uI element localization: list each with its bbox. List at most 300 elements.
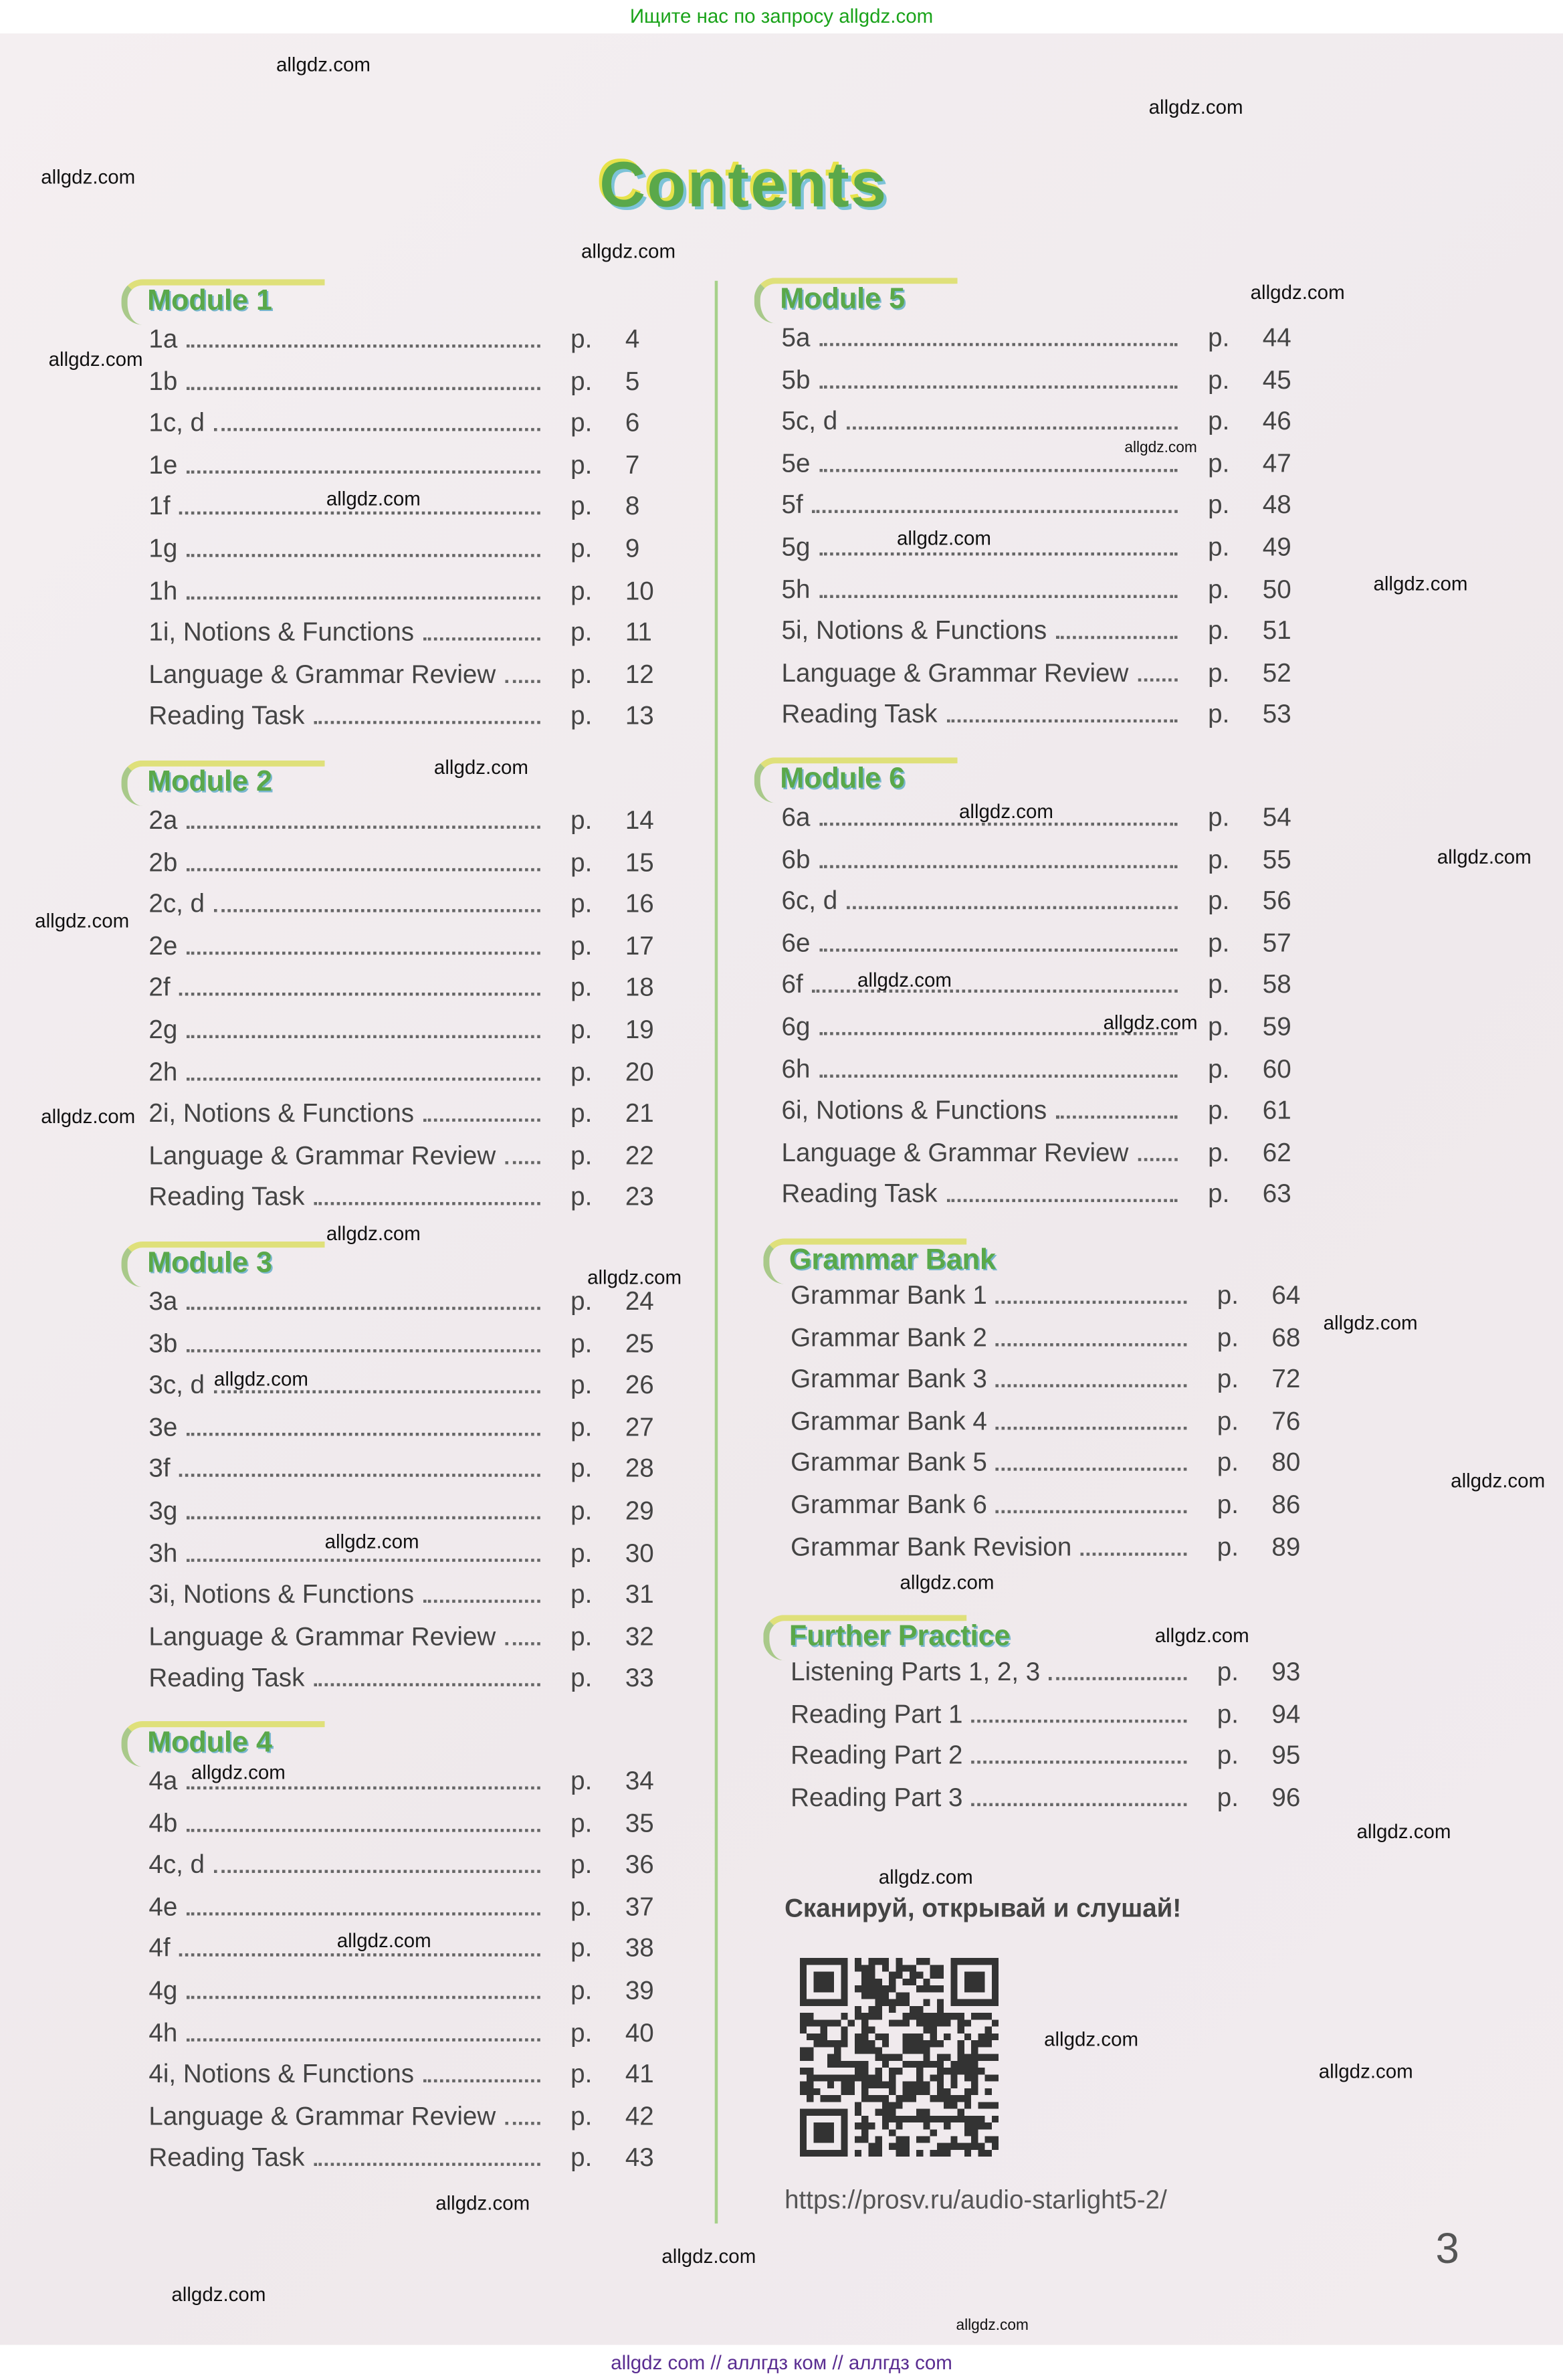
entry-label: 6h [781,1054,811,1084]
toc-entry[interactable] [148,2018,671,2060]
watermark-text[interactable]: allgdz.com [1437,845,1532,868]
qr-module [910,2082,916,2088]
qr-module [971,2074,978,2081]
toc-entry[interactable] [791,1699,1317,1741]
entry-label: Language & Grammar Review [148,1141,496,1170]
toc-entry[interactable] [148,973,671,1015]
toc-entry[interactable] [148,1455,671,1497]
qr-module [855,1985,861,1992]
entry-page: 26 [625,1371,654,1400]
watermark-text[interactable]: allgdz.com [171,2282,266,2306]
page-prefix: p. [1208,1054,1230,1084]
qr-module [937,2095,944,2102]
qr-module [971,2143,978,2150]
qr-module [821,2019,827,2026]
entry-label: Grammar Bank 3 [791,1365,987,1394]
page-prefix: p. [1208,407,1230,436]
qr-module [868,2095,875,2102]
dot-leader [179,510,540,515]
toc-entry[interactable] [148,534,671,577]
entry-page: 56 [1262,886,1291,916]
dot-leader [179,1953,540,1957]
watermark-text[interactable]: allgdz.com [1318,2060,1413,2083]
dot-leader [187,553,540,557]
audio-url[interactable]: https://prosv.ru/audio-starlight5-2/ [785,2185,1167,2215]
watermark-text[interactable]: allgdz.com [1250,280,1345,304]
qr-module [861,1979,868,1985]
watermark-text[interactable]: allgdz.com [587,1266,682,1289]
qr-module [861,2047,868,2054]
entry-page: 44 [1262,323,1291,353]
watermark-text[interactable]: allgdz.com [1154,1623,1249,1647]
dot-leader [179,1473,540,1478]
contents-section [122,1721,671,2185]
watermark-text[interactable]: allgdz.com [213,1367,308,1391]
toc-entry[interactable] [148,890,671,932]
qr-module [834,2040,841,2047]
toc-entry[interactable] [148,1892,671,1935]
dot-leader [187,1994,540,1999]
page-prefix: p. [570,1371,593,1400]
toc-entry[interactable] [148,1183,671,1225]
watermark-text[interactable]: allgdz.com [435,2191,530,2215]
watermark-text[interactable]: allgdz.com [956,2317,1029,2335]
qr-module [964,2102,971,2108]
qr-code[interactable] [800,1958,999,2157]
qr-module [868,1985,875,1992]
qr-module [916,1972,923,1979]
qr-module [861,2137,868,2143]
toc-entry[interactable] [782,700,1308,742]
toc-entry[interactable] [782,928,1308,971]
entry-page: 9 [625,534,640,563]
watermark-text[interactable]: allgdz.com [581,239,676,263]
toc-entry[interactable] [148,576,671,618]
qr-module [861,2034,868,2040]
qr-module [930,1972,937,1979]
entry-label: 5c, d [781,407,838,436]
toc-entry[interactable] [791,1741,1317,1783]
toc-entry[interactable] [782,532,1308,575]
entry-label: 1b [148,367,178,396]
entry-label: Language & Grammar Review [781,658,1129,688]
section-header [754,757,1308,803]
entry-page: 62 [1262,1138,1291,1167]
qr-module [916,2074,923,2081]
entry-label: 6a [781,803,811,832]
qr-module [882,2116,889,2122]
qr-module [889,2006,896,2013]
toc-entry[interactable] [148,450,671,492]
qr-module [861,2040,868,2047]
toc-entry[interactable] [148,1058,671,1100]
toc-entry[interactable] [148,1413,671,1455]
qr-module [807,2013,813,2019]
toc-entry[interactable] [782,1138,1308,1180]
qr-module [971,2013,978,2019]
qr-module [861,2122,868,2129]
toc-entry[interactable] [791,1658,1317,1700]
qr-module [978,2040,984,2047]
entry-page: 51 [1262,616,1291,646]
qr-module [903,1999,910,2006]
qr-module [923,2061,930,2068]
qr-module [964,2122,971,2129]
entry-page: 33 [625,1664,654,1693]
qr-module [910,2013,916,2019]
qr-module [916,2109,923,2116]
toc-entry[interactable] [782,845,1308,887]
dot-leader [214,427,540,431]
qr-module [958,2047,964,2054]
qr-module [848,2082,855,2088]
toc-entry[interactable] [148,1809,671,1851]
qr-module [855,2137,861,2143]
watermark-text[interactable]: allgdz.com [35,909,130,932]
toc-entry[interactable] [791,1281,1317,1323]
page-prefix: p. [1208,803,1230,832]
dot-leader [187,1827,540,1831]
toc-entry[interactable] [148,1664,671,1706]
page-prefix: p. [570,1767,593,1796]
qr-module [889,2088,896,2095]
qr-module [896,2150,902,2157]
entry-page: 53 [1262,700,1291,729]
toc-entry[interactable] [791,1532,1317,1575]
qr-module [821,2074,827,2081]
page-prefix: p. [1208,365,1230,395]
qr-module [834,2095,841,2102]
qr-module [889,1972,896,1979]
toc-entry[interactable] [782,1054,1308,1096]
entry-page: 64 [1271,1281,1301,1310]
qr-module [971,2068,978,2074]
contents-section [122,279,671,743]
qr-module [827,2054,834,2061]
qr-module [916,1958,923,1965]
qr-module [861,2019,868,2026]
qr-module [903,1979,910,1985]
toc-entry[interactable] [148,325,671,367]
toc-entry[interactable] [148,618,671,660]
toc-entry[interactable] [148,367,671,409]
qr-module [916,2061,923,2068]
dot-leader [423,1117,540,1122]
entry-label: 5f [781,490,803,520]
toc-entry[interactable] [148,932,671,974]
qr-module [882,2034,889,2040]
watermark-text[interactable]: allgdz.com [1356,1819,1451,1843]
qr-module [958,2027,964,2034]
toc-entry[interactable] [782,1180,1308,1222]
watermark-text[interactable]: allgdz.com [878,1865,973,1888]
watermark-text[interactable]: allgdz.com [857,968,952,991]
qr-module [807,2034,813,2040]
watermark-text[interactable]: allgdz.com [324,1530,419,1553]
section-title: Module 4 [147,1727,272,1759]
qr-module [910,2006,916,2013]
qr-module [800,2082,807,2088]
page-prefix: p. [570,1412,593,1442]
contents-section [122,761,671,1225]
qr-module [875,2047,882,2054]
entry-page: 89 [1271,1532,1301,1561]
page-prefix: p. [570,1287,593,1316]
dot-leader [214,908,540,912]
toc-entry[interactable] [148,1015,671,1058]
page-prefix: p. [570,1496,593,1526]
bottom-banner[interactable]: allgdz com // аллгдз ком // аллгдз com [0,2345,1563,2380]
qr-module [923,1958,930,1965]
entry-page: 36 [625,1850,654,1880]
contents-section [754,757,1308,1221]
entry-page: 80 [1271,1448,1301,1478]
dot-leader [505,2120,540,2124]
toc-entry[interactable] [782,575,1308,617]
qr-module [937,2019,944,2026]
dot-leader [187,824,540,829]
page-prefix: p. [570,2017,593,2047]
toc-entry[interactable] [782,658,1308,700]
toc-entry[interactable] [782,365,1308,407]
qr-module [971,2122,978,2129]
toc-entry[interactable] [791,1407,1317,1449]
toc-entry[interactable] [148,2102,671,2144]
watermark-text[interactable]: allgdz.com [276,53,371,76]
section-header [122,279,671,324]
watermark-text[interactable]: allgdz.com [1148,95,1243,118]
page-prefix: p. [570,534,593,563]
qr-module [807,2054,813,2061]
qr-module [875,2109,882,2116]
dot-leader [505,1159,540,1164]
qr-module [944,2034,950,2040]
qr-module [882,1958,889,1965]
qr-module [971,2088,978,2095]
qr-module [930,2061,937,2068]
qr-module [916,2006,923,2013]
entry-page: 50 [1262,574,1291,604]
qr-module [882,2082,889,2088]
watermark-text[interactable]: allgdz.com [1451,1469,1546,1492]
qr-module [937,1999,944,2006]
qr-module [910,1979,916,1985]
qr-module [868,1972,875,1979]
qr-module [958,2143,964,2150]
watermark-text[interactable]: allgdz.com [959,799,1054,823]
dot-leader [314,1201,540,1206]
entry-label: 1h [148,576,178,605]
qr-module [903,2061,910,2068]
qr-module [875,2074,882,2081]
section-title: Module 3 [147,1248,272,1280]
qr-module [841,2061,847,2068]
watermark-text[interactable]: allgdz.com [1373,572,1468,595]
qr-module [841,2088,847,2095]
entry-label: 1e [148,450,178,480]
qr-module [964,2019,971,2026]
entry-label: Language & Grammar Review [781,1138,1129,1167]
toc-entry[interactable] [782,1012,1308,1054]
qr-module [896,2068,902,2074]
qr-module [827,2095,834,2102]
entry-list [148,1287,671,1706]
top-banner[interactable]: Ищите нас по запросу allgdz.com [0,0,1563,33]
toc-entry[interactable] [148,848,671,890]
watermark-text[interactable]: allgdz.com [326,487,421,510]
qr-module [821,2034,827,2040]
qr-module [944,2095,950,2102]
toc-entry[interactable] [791,1323,1317,1365]
watermark-text[interactable]: allgdz.com [1044,2027,1139,2051]
entry-label: 6c, d [781,886,838,916]
toc-entry[interactable] [782,887,1308,929]
toc-entry[interactable] [148,660,671,702]
qr-module [868,1965,875,1971]
qr-module [916,2040,923,2047]
qr-module [930,2034,937,2040]
entry-page: 95 [1271,1741,1301,1771]
qr-module [903,2143,910,2150]
toc-entry[interactable] [148,1141,671,1183]
toc-entry[interactable] [782,449,1308,491]
entry-label: Listening Parts 1, 2, 3 [791,1657,1041,1686]
qr-module [985,2054,992,2061]
qr-module [861,1972,868,1979]
toc-entry[interactable] [148,2144,671,2186]
toc-entry[interactable] [791,1448,1317,1490]
qr-module [978,2122,984,2129]
watermark-text[interactable]: allgdz.com [48,347,143,371]
qr-module [896,1972,902,1979]
entry-page: 21 [625,1099,654,1128]
qr-module [985,2013,992,2019]
qr-module [937,2006,944,2013]
toc-entry[interactable] [791,1365,1317,1407]
entry-page: 59 [1262,1012,1291,1042]
qr-module [944,2102,950,2108]
entry-page: 19 [625,1015,654,1045]
qr-module [937,2082,944,2088]
toc-entry[interactable] [148,1976,671,2018]
dot-leader [505,678,540,683]
watermark-text[interactable]: allgdz.com [433,755,528,779]
entry-label: Grammar Bank 5 [791,1448,987,1478]
toc-entry[interactable] [148,1329,671,1371]
qr-module [848,2088,855,2095]
toc-entry[interactable] [782,617,1308,659]
qr-module [882,2040,889,2047]
toc-entry[interactable] [148,409,671,451]
toc-entry[interactable] [148,1622,671,1664]
section-title: Grammar Bank [789,1244,996,1277]
qr-module [985,2034,992,2040]
qr-module [848,2019,855,2026]
qr-module [868,1958,875,1965]
watermark-text[interactable]: allgdz.com [326,1221,421,1245]
watermark-text[interactable]: allgdz.com [1103,1011,1198,1034]
toc-entry[interactable] [148,806,671,848]
watermark-text[interactable]: allgdz.com [896,526,991,550]
watermark-text[interactable]: allgdz.com [1124,440,1197,457]
page-prefix: p. [570,617,593,647]
entry-label: 3c, d [148,1371,205,1400]
page-prefix: p. [570,324,593,354]
qr-module [821,2027,827,2034]
qr-module [971,2137,978,2143]
toc-entry[interactable] [148,1850,671,1892]
qr-module [868,2027,875,2034]
qr-module [903,2088,910,2095]
toc-entry[interactable] [148,1099,671,1141]
qr-module [937,2040,944,2047]
watermark-text[interactable]: allgdz.com [1323,1311,1418,1334]
qr-module [868,2082,875,2088]
entry-label: 5g [781,532,811,562]
qr-module [930,1985,937,1992]
entry-page: 61 [1262,1096,1291,1125]
watermark-text[interactable]: allgdz.com [191,1761,286,1784]
qr-module [916,2116,923,2122]
qr-module [964,2074,971,2081]
qr-module [882,2102,889,2108]
dot-leader [187,594,540,599]
watermark-text[interactable]: allgdz.com [661,2244,756,2268]
toc-entry[interactable] [782,323,1308,365]
qr-module [875,2006,882,2013]
entry-list [148,325,671,744]
entry-page: 41 [625,2060,654,2089]
qr-module [958,2109,964,2116]
toc-entry[interactable] [782,1096,1308,1138]
qr-module [978,2034,984,2040]
qr-module [882,1992,889,1999]
dot-leader [1138,1156,1178,1161]
dot-leader [1049,1676,1186,1680]
qr-module [923,1985,930,1992]
entry-page: 40 [625,2017,654,2047]
watermark-text[interactable]: allgdz.com [336,1928,431,1952]
dot-leader [423,1599,540,1603]
qr-module [950,2013,957,2019]
toc-entry[interactable] [148,1580,671,1622]
qr-module [813,2088,820,2095]
qr-module [992,2116,999,2122]
toc-entry[interactable] [791,1783,1317,1825]
dot-leader [946,718,1178,723]
entry-label: 4h [148,2017,178,2047]
watermark-text[interactable]: allgdz.com [900,1571,995,1594]
toc-entry[interactable] [782,491,1308,533]
watermark-text[interactable]: allgdz.com [41,165,136,189]
qr-module [950,2102,957,2108]
qr-module [971,2129,978,2136]
toc-entry[interactable] [148,2060,671,2102]
toc-entry[interactable] [148,702,671,744]
toc-entry[interactable] [791,1490,1317,1532]
entry-label: Language & Grammar Review [148,660,496,689]
dot-leader [187,1347,540,1352]
toc-entry[interactable] [782,407,1308,450]
entry-page: 8 [625,492,640,522]
entry-page: 60 [1262,1054,1291,1084]
qr-module [958,2013,964,2019]
dot-leader [423,636,540,641]
watermark-text[interactable]: allgdz.com [41,1104,136,1128]
page-title: Contents [599,148,888,221]
toc-entry[interactable] [148,1287,671,1329]
qr-module [855,2047,861,2054]
